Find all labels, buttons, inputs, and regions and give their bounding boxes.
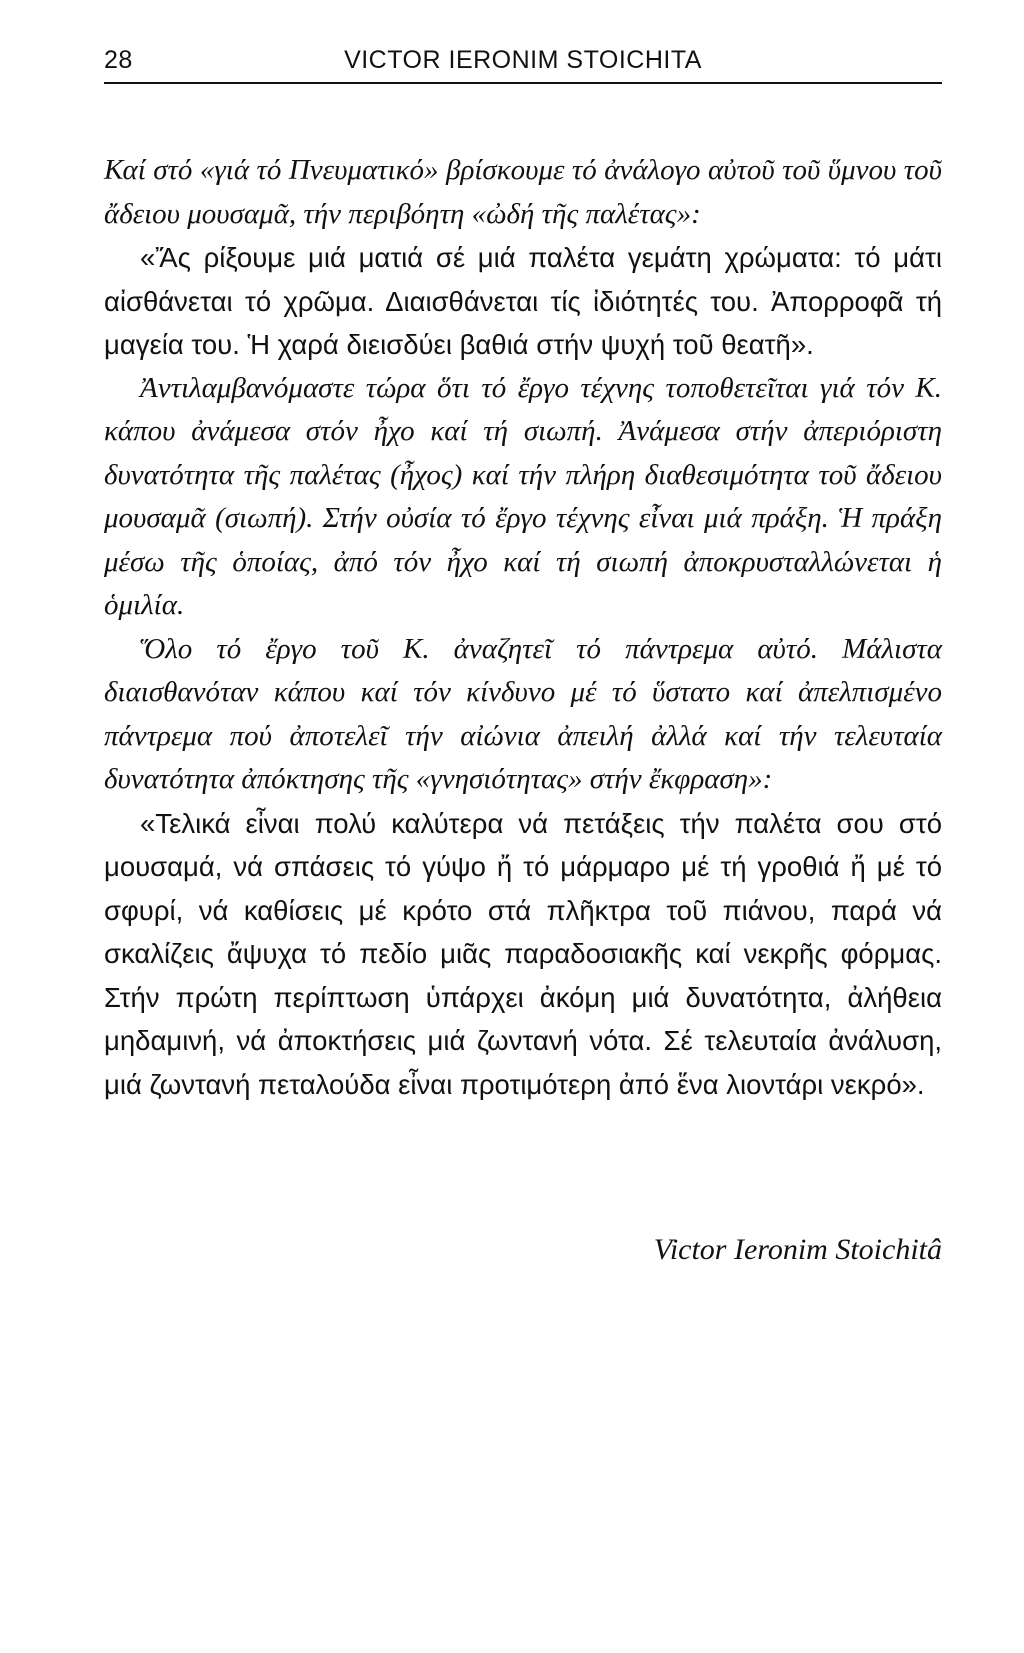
header-rule [104, 82, 942, 84]
page-number: 28 [104, 46, 133, 74]
paragraph-union: Ὅλο τό ἔργο τοῦ Κ. ἀναζητεῖ τό πάντρεμα αὐτό. Μάλιστα διαισθανόταν κάπου καί τόν κίνδυνο μέ τό ὕστατο καί ἀπελπισμένο πάντρεμα πού ἀποτελεῖ τήν αἰώνια ἀπειλή ἀλλά καί τήν τελευταία δυνατότητα ἀπόκτησης τῆς «γνησιότητας» στήν ἔκφραση»: [104, 632, 942, 795]
page-header [104, 46, 942, 82]
author-signature: Victor Ieronim Stoichitâ [653, 1233, 942, 1266]
running-title: VICTOR IERONIM STOICHITA [344, 46, 702, 74]
paragraph-intro: Καί στό «γιά τό Πνευματικό» βρίσκουμε τό ἀνάλογο αὐτοῦ τοῦ ὕμνου τοῦ ἄδειου μουσαμᾶ, τήν περιβόητη «ὠδή τῆς παλέτας»: [104, 154, 942, 230]
paragraph-sound-silence: Ἀντιλαμβανόμαστε τώρα ὅτι τό ἔργο τέχνης τοποθετεῖται γιά τόν Κ. κάπου ἀνάμεσα στόν ἦχο καί τή σιωπή. Ἀνάμεσα στήν ἀπεριόριστη δυνατότητα τῆς παλέτας (ἦχος) καί τήν πλήρη διαθεσιμότητα τοῦ ἄδειου μουσαμᾶ (σιωπή). Στήν οὐσία τό ἔργο τέχνης εἶναι μιά πράξη. Ἡ πράξη μέσω τῆς ὁποίας, ἀπό τόν ἦχο καί τή σιωπή ἀποκρυσταλλώνεται ἡ ὁμιλία. [104, 371, 942, 621]
body-text [104, 149, 942, 1106]
quote-palette: «Ἄς ρίξουμε μιά ματιά σέ μιά παλέτα γεμάτη χρώματα: τό μάτι αἰσθάνεται τό χρῶμα. Διαισθάνεται τίς ἰδιότητές του. Ἀπορροφᾶ τή μαγεία του. Ἡ χαρά διεισδύει βαθιά στήν ψυχή τοῦ θεατῆ». [104, 242, 942, 360]
quote-final: «Τελικά εἶναι πολύ καλύτερα νά πετάξεις τήν παλέτα σου στό μουσαμά, νά σπάσεις τό γύψο ἤ τό μάρμαρο μέ τή γροθιά ἤ μέ τό σφυρί, νά καθίσεις μέ κρότο στά πλῆκτρα τοῦ πιάνου, παρά νά σκαλίζεις ἄψυχα τό πεδίο μιᾶς παραδοσιακῆς καί νεκρῆς φόρμας. Στήν πρώτη περίπτωση ὑπάρχει ἀκόμη μιά δυνατότητα, ἀλήθεια μηδαμινή, νά ἀποκτήσεις μιά ζωντανή νότα. Σέ τελευταία ἀνάλυση, μιά ζωντανή πεταλούδα εἶναι προτιμότερη ἀπό ἕνα λιοντάρι νεκρό». [104, 807, 942, 1100]
